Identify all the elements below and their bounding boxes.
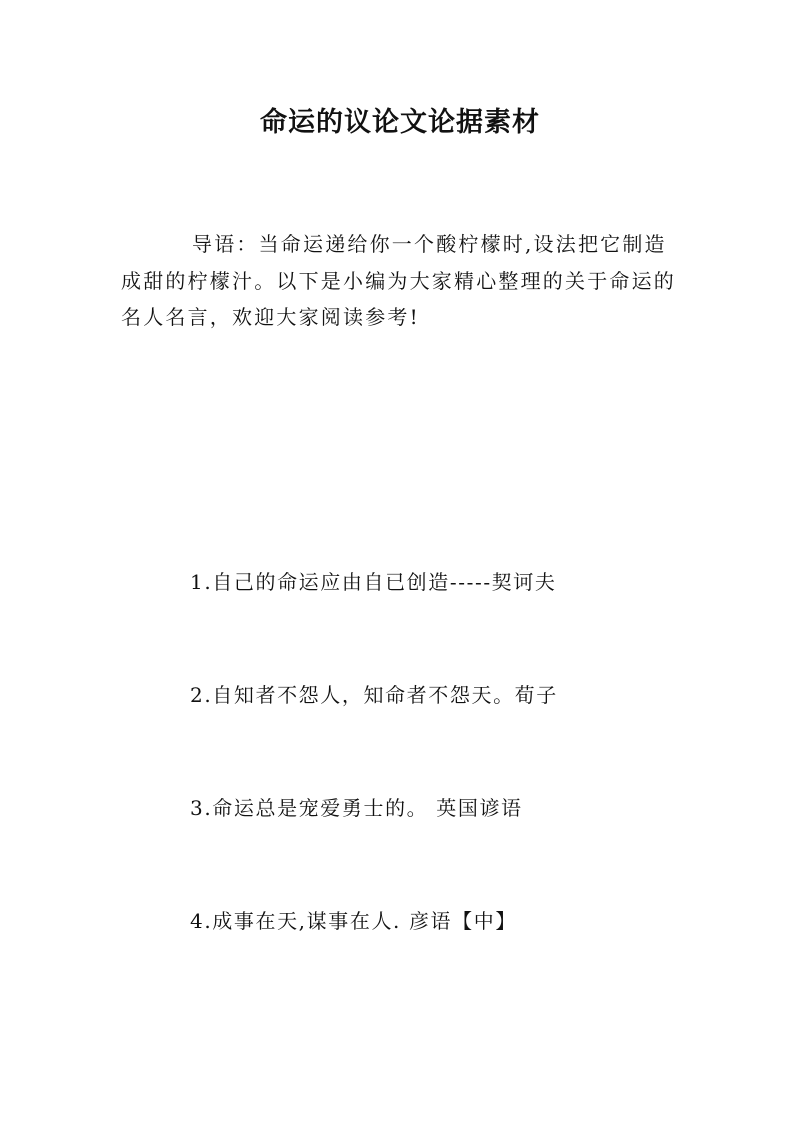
quote-item-2: 2.自知者不怨人，知命者不怨天。荀子	[190, 683, 558, 707]
quote-item-4: 4.成事在天,谋事在人. 彦语【中】	[190, 909, 517, 933]
quote-item-1: 1.自己的命运应由自已创造-----契诃夫	[190, 570, 557, 594]
intro-paragraph: 导语：当命运递给你一个酸柠檬时,设法把它制造成甜的柠檬汁。以下是小编为大家精心整理的关于命运的名人名言，欢迎大家阅读参考!	[121, 232, 676, 329]
page-title: 命运的议论文论据素材	[260, 107, 540, 138]
quote-item-3: 3.命运总是宠爱勇士的。 英国谚语	[190, 796, 523, 820]
